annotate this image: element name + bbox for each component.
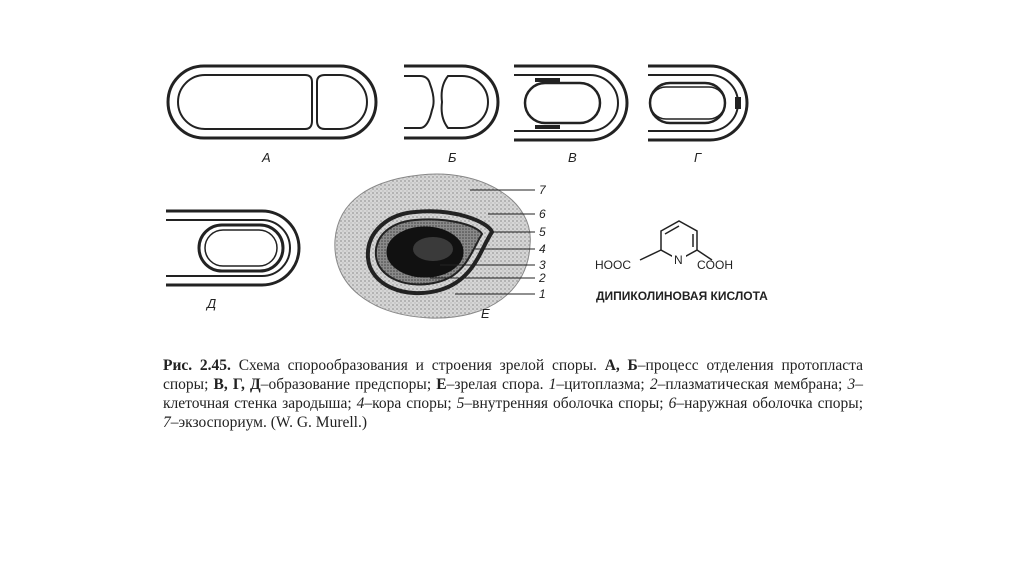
panel-label-a: А <box>262 150 271 165</box>
caption-item-number: 3 <box>847 376 856 393</box>
part-number-3: 3 <box>539 258 546 272</box>
part-number-6: 6 <box>539 207 546 221</box>
caption-e-text: –зрелая спора. <box>446 376 544 393</box>
chemical-name: ДИПИКОЛИНОВАЯ КИСЛОТА <box>596 289 768 303</box>
caption-item-text: –плазматическая мембрана; <box>657 376 848 393</box>
caption-vgd-text: –образование предспоры; <box>260 376 437 393</box>
caption-e: Е <box>436 376 447 393</box>
part-number-7: 7 <box>539 183 546 197</box>
part-number-4: 4 <box>539 242 546 256</box>
panel-v-cell <box>514 66 627 140</box>
caption-item-text: –наружная оболочка споры; <box>676 395 863 412</box>
caption-item-text: –экзоспориум. (W. G. Murell.) <box>170 414 368 431</box>
caption-item-text: –клеточная стенка зародыша; <box>163 376 863 412</box>
part-number-2: 2 <box>539 271 546 285</box>
caption-item-number: 7 <box>163 414 171 431</box>
caption-item-text: –кора споры; <box>364 395 457 412</box>
caption-title: Схема спорообразования и строения зрелой споры. <box>230 357 605 374</box>
figure-caption <box>163 356 863 432</box>
caption-item-text: –цитоплазма; <box>556 376 650 393</box>
panel-label-b: Б <box>448 150 457 165</box>
panel-e-spore <box>335 174 530 318</box>
panel-a-cell <box>168 66 376 138</box>
part-number-1: 1 <box>539 287 546 301</box>
panel-label-d: Д <box>207 296 217 311</box>
panel-label-v: В <box>568 150 577 165</box>
part-number-5: 5 <box>539 225 546 239</box>
caption-item-text: –внутренняя оболочка споры; <box>464 395 669 412</box>
left-carboxyl: HOOC <box>595 258 631 272</box>
caption-item-number: 6 <box>668 395 677 412</box>
panel-label-g: Г <box>694 150 702 165</box>
caption-item-number: 2 <box>649 376 658 393</box>
caption-item-number: 5 <box>456 395 465 412</box>
panel-b-cell <box>404 66 498 138</box>
caption-fig-label: Рис. 2.45. <box>163 357 231 374</box>
right-carboxyl: COOH <box>697 258 733 272</box>
panel-d-cell <box>166 211 299 285</box>
ring-nitrogen: N <box>674 253 683 267</box>
caption-ab-text: –процесс отделения протопласта споры; <box>163 357 863 393</box>
panel-label-e: Е <box>481 306 490 321</box>
caption-item-number: 4 <box>356 395 365 412</box>
caption-vgd: В, Г, Д <box>213 376 261 393</box>
panel-g-cell <box>648 66 747 140</box>
caption-item-number: 1 <box>548 376 557 393</box>
caption-ab: А, Б <box>604 357 638 374</box>
